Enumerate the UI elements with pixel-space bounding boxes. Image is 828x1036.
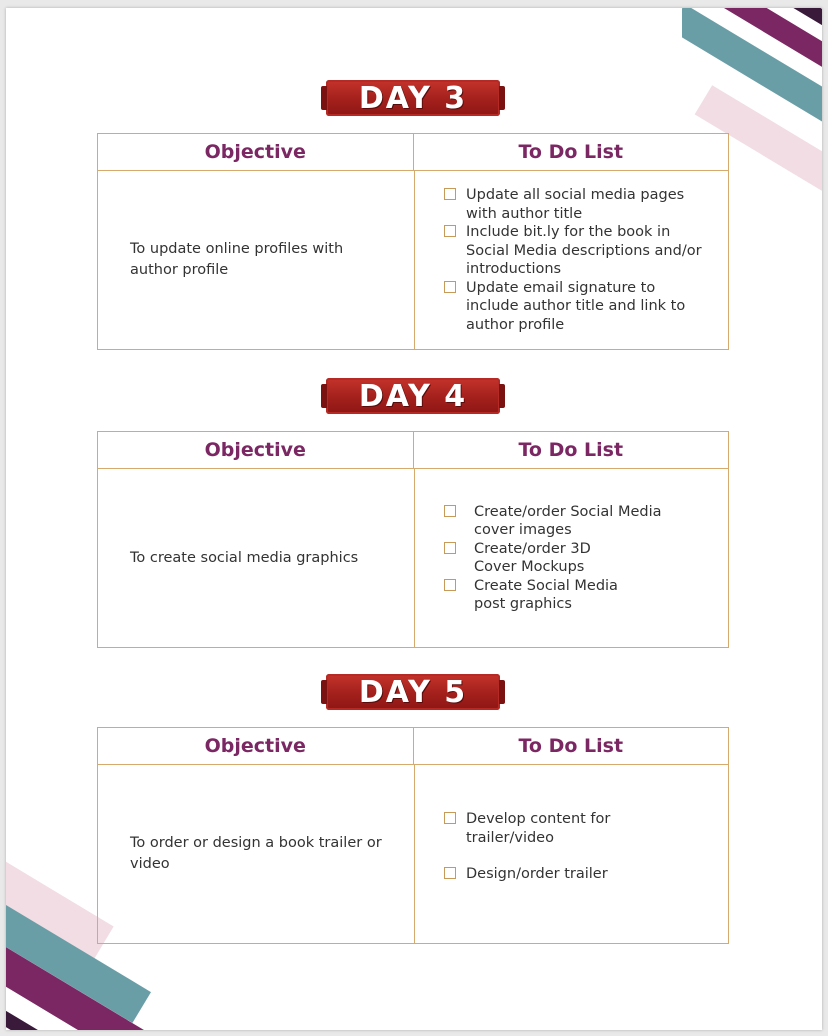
todo-item-text: Create/order 3D Cover Mockups bbox=[474, 540, 591, 575]
table-header bbox=[98, 134, 728, 171]
objective-text: To create social media graphics bbox=[130, 549, 359, 566]
todo-item bbox=[444, 503, 668, 540]
day-3-table bbox=[97, 133, 729, 350]
checkbox[interactable] bbox=[444, 505, 456, 517]
checkbox[interactable] bbox=[444, 867, 456, 879]
table-row bbox=[98, 171, 728, 349]
checkbox[interactable] bbox=[444, 281, 456, 293]
todo-item bbox=[444, 279, 708, 335]
day-4-banner bbox=[326, 378, 500, 414]
todo-item bbox=[444, 540, 668, 577]
day-3-banner bbox=[326, 80, 500, 116]
todo-item bbox=[444, 223, 708, 279]
todo-item-text: Include bit.ly for the book in Social Media descriptions and/or introductions bbox=[466, 224, 702, 277]
todo-item bbox=[444, 577, 668, 614]
objective-text: To order or design a book trailer or video bbox=[130, 835, 382, 872]
todo-header: To Do List bbox=[413, 134, 729, 170]
todo-item-text: Update all social media pages with author title bbox=[466, 187, 685, 222]
objective-header: Objective bbox=[204, 735, 306, 757]
todo-item-text: Design/order trailer bbox=[466, 866, 608, 883]
objective-text: To update online profiles with author profile bbox=[130, 241, 344, 278]
todo-header: To Do List bbox=[413, 432, 729, 468]
day-4-table bbox=[97, 431, 729, 648]
todo-item-text: Update email signature to include author title and link to author profile bbox=[466, 279, 686, 333]
table-header bbox=[98, 432, 728, 469]
checkbox[interactable] bbox=[444, 812, 456, 824]
checkbox[interactable] bbox=[444, 225, 456, 237]
table-row bbox=[98, 469, 728, 647]
checkbox[interactable] bbox=[444, 188, 456, 200]
day-5-label: DAY 5 bbox=[358, 674, 468, 710]
table-row bbox=[98, 765, 728, 943]
objective-header: Objective bbox=[204, 141, 306, 163]
objective-header: Objective bbox=[204, 439, 306, 461]
day-4-label: DAY 4 bbox=[358, 378, 468, 414]
todo-list bbox=[414, 469, 728, 647]
todo-item bbox=[444, 865, 628, 884]
todo-item-text: Develop content for trailer/video bbox=[466, 811, 611, 846]
day-5-banner bbox=[326, 674, 500, 710]
todo-list bbox=[414, 765, 728, 943]
checkbox[interactable] bbox=[444, 542, 456, 554]
todo-item bbox=[444, 810, 628, 847]
todo-item-text: Create/order Social Media cover images bbox=[474, 503, 662, 538]
todo-list bbox=[414, 171, 728, 349]
planner-page bbox=[6, 8, 822, 1030]
table-header bbox=[98, 728, 728, 765]
day-5-table bbox=[97, 727, 729, 944]
day-3-label: DAY 3 bbox=[358, 80, 468, 116]
checkbox[interactable] bbox=[444, 579, 456, 591]
todo-header: To Do List bbox=[413, 728, 729, 764]
todo-item-text: Create Social Media post graphics bbox=[474, 577, 618, 612]
todo-item bbox=[444, 186, 708, 223]
